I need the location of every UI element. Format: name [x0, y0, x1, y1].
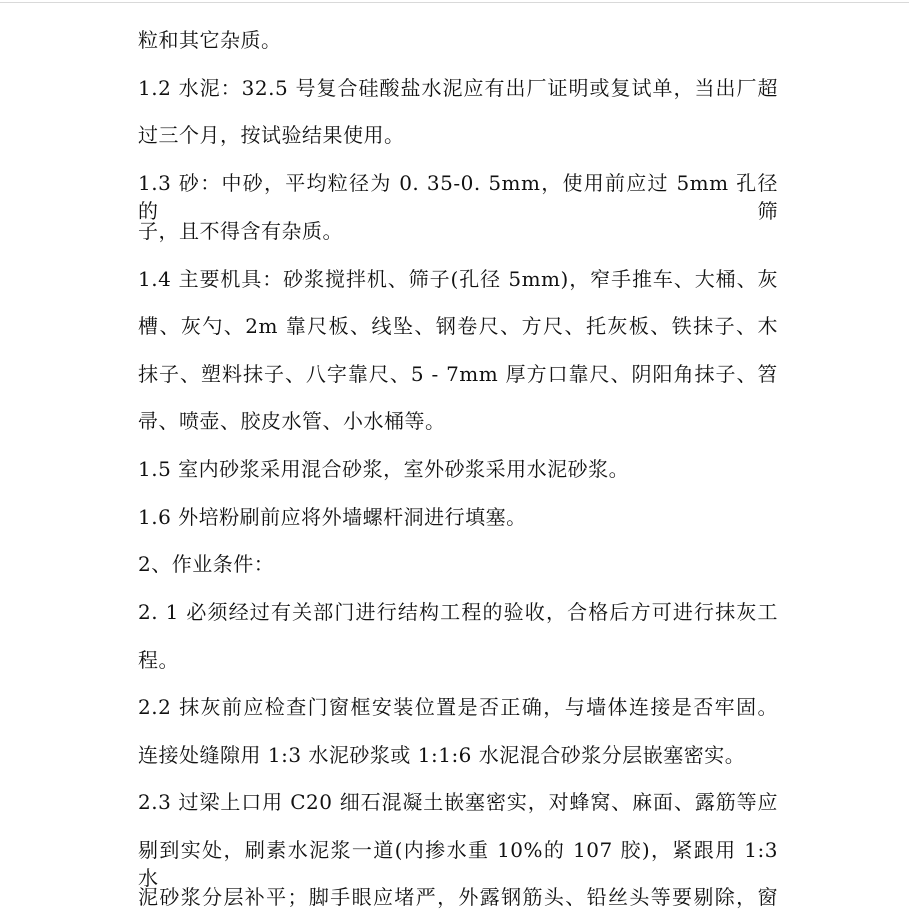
- text-line: 过三个月，按试验结果使用。: [138, 123, 405, 147]
- text-line: 1.5 室内砂浆采用混合砂浆，室外砂浆采用水泥砂浆。: [138, 457, 630, 481]
- text-line: 泥砂浆分层补平；脚手眼应堵严，外露钢筋头、铅丝头等要剔除，窗: [138, 885, 778, 909]
- text-line: 粒和其它杂质。: [138, 28, 282, 52]
- text-line: 帚、喷壶、胶皮水管、小水桶等。: [138, 409, 446, 433]
- page-top-divider: [0, 2, 909, 3]
- text-line: 槽、灰勺、2m 靠尺板、线坠、钢卷尺、方尺、托灰板、铁抹子、木: [138, 314, 778, 338]
- text-line: 1.4 主要机具：砂浆搅拌机、筛子(孔径 5mm)，窄手推车、大桶、灰: [138, 267, 778, 291]
- text-line: 2.3 过梁上口用 C20 细石混凝土嵌塞密实，对蜂窝、麻面、露筋等应: [138, 790, 778, 814]
- text-line: 1.2 水泥：32.5 号复合硅酸盐水泥应有出厂证明或复试单，当出厂超: [138, 76, 778, 100]
- text-line: 连接处缝隙用 1:3 水泥砂浆或 1:1:6 水泥混合砂浆分层嵌塞密实。: [138, 743, 746, 767]
- text-line: 2. 1 必须经过有关部门进行结构工程的验收，合格后方可进行抹灰工: [138, 600, 778, 624]
- text-line: 1.6 外培粉刷前应将外墙螺杆洞进行填塞。: [138, 505, 527, 529]
- text-line: 1.3 砂：中砂，平均粒径为 0. 35-0. 5mm，使用前应过 5mm 孔径的筛: [138, 171, 778, 223]
- text-line: 子，且不得含有杂质。: [138, 219, 343, 243]
- text-line: 2.2 抹灰前应检查门窗框安装位置是否正确，与墙体连接是否牢固。: [138, 695, 778, 719]
- text-line: 抹子、塑料抹子、八字靠尺、5 - 7mm 厚方口靠尺、阴阳角抹子、笤: [138, 362, 778, 386]
- text-line: 剔到实处，刷素水泥浆一道(内掺水重 10%的 107 胶)，紧跟用 1:3 水: [138, 838, 778, 890]
- section-heading: 2、作业条件：: [138, 552, 275, 576]
- text-line: 程。: [138, 648, 179, 672]
